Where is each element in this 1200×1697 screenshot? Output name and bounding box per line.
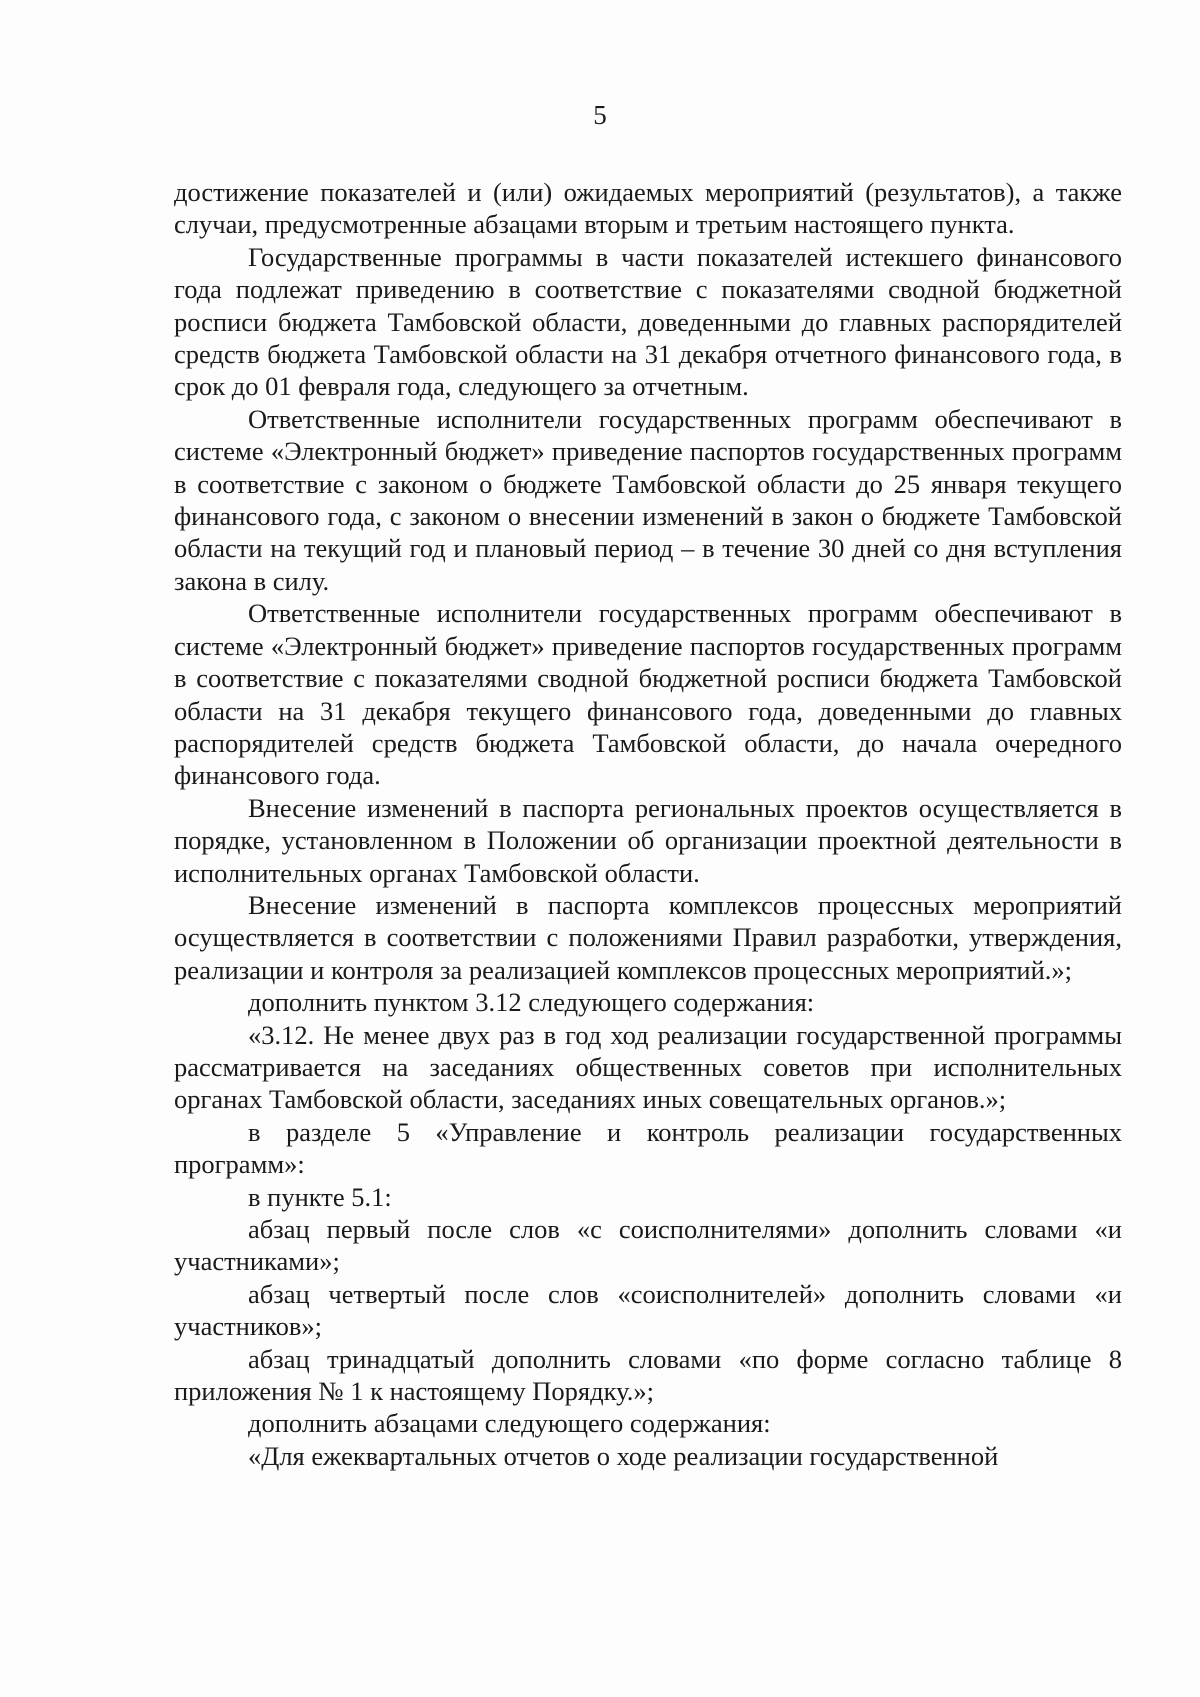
paragraph: дополнить абзацами следующего содержания:	[248, 1408, 771, 1439]
paragraph: Внесение изменений в паспорта комплексов процессных мероприятий осуществляется в соответствии с положениями Правил разработки, утверждения, реализации и контроля за реализацией комплексов процессных мероприятий.»;	[174, 889, 1122, 985]
paragraph: достижение показателей и (или) ожидаемых мероприятий (результатов), а также случаи, предусмотренные абзацами вторым и третьим настоящего пункта.	[174, 177, 1122, 240]
paragraph: Внесение изменений в паспорта региональных проектов осуществляется в порядке, установленном в Положении об организации проектной деятельности в исполнительных органах Тамбовской области.	[174, 792, 1122, 888]
paragraph: абзац первый после слов «с соисполнителями» дополнить словами «и участниками»;	[174, 1214, 1122, 1277]
paragraph: Ответственные исполнители государственных программ обеспечивают в системе «Электронный бюджет» приведение паспортов государственных программ в соответствие с законом о бюджете Тамбовской области до 25 января текущего финансового года, с законом о внесении изменений в закон о бюджете Тамбовской области на текущий год и плановый период – в течение 30 дней со дня вступления закона в силу.	[174, 403, 1122, 596]
paragraph: «Для ежеквартальных отчетов о ходе реализации государственной	[248, 1440, 999, 1471]
paragraph: в разделе 5 «Управление и контроль реализации государственных программ»:	[174, 1116, 1122, 1180]
paragraph: Ответственные исполнители государственных программ обеспечивают в системе «Электронный бюджет» приведение паспортов государственных программ в соответствие с показателями сводной бюджетной росписи бюджета Тамбовской области на 31 декабря текущего финансового года, доведенными до главных распорядителей средств бюджета Тамбовской области, до начала очередного финансового года.	[174, 598, 1122, 791]
paragraph: «3.12. Не менее двух раз в год ход реализации государственной программы рассматривается на заседаниях общественных советов при исполнительных органах Тамбовской области, заседаниях иных совещательных органов.»;	[174, 1019, 1122, 1115]
paragraph: абзац тринадцатый дополнить словами «по форме согласно таблице 8 приложения № 1 к настоящему Порядку.»;	[174, 1343, 1122, 1407]
paragraph: Государственные программы в части показателей истекшего финансового года подлежат приведению в соответствие с показателями сводной бюджетной росписи бюджета Тамбовской области, доведенными до главных распорядителей средств бюджета Тамбовской области на 31 декабря отчетного финансового года, в срок до 01 февраля года, следующего за отчетным.	[174, 241, 1122, 402]
paragraph: в пункте 5.1:	[248, 1181, 392, 1212]
paragraph: абзац четвертый после слов «соисполнителей» дополнить словами «и участников»;	[174, 1278, 1122, 1342]
document-body	[174, 176, 1122, 1472]
page-number: 5	[593, 100, 607, 130]
paragraph: дополнить пунктом 3.12 следующего содержания:	[248, 987, 815, 1018]
